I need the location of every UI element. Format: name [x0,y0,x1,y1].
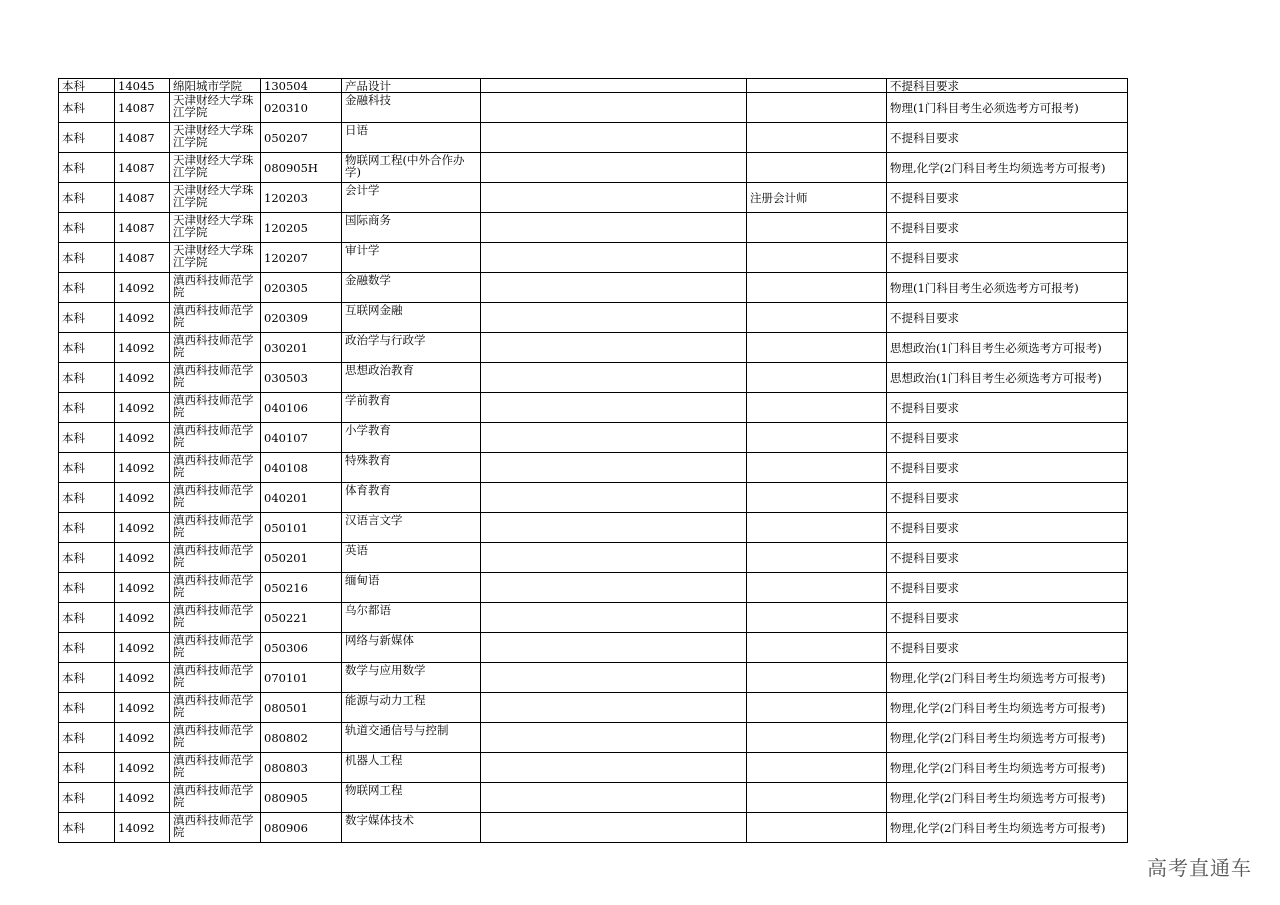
cell-school-code: 14092 [115,573,170,603]
cell-school-name: 滇西科技师范学院 [170,813,261,843]
cell-note [481,663,747,693]
table-row [59,363,1128,393]
cell-certificate [747,633,887,663]
cell-level: 本科 [59,153,115,183]
cell-school-code: 14087 [115,213,170,243]
cell-major-code: 080802 [261,723,342,753]
cell-certificate [747,363,887,393]
cell-certificate [747,513,887,543]
cell-major-code: 050306 [261,633,342,663]
cell-subject-requirement: 物理(1门科目考生必须选考方可报考) [887,93,1128,123]
cell-major-code: 050216 [261,573,342,603]
cell-note [481,123,747,153]
table-row [59,753,1128,783]
cell-major-code: 080906 [261,813,342,843]
cell-major-code: 080803 [261,753,342,783]
cell-major-code: 120207 [261,243,342,273]
cell-major-code: 020305 [261,273,342,303]
cell-school-code: 14092 [115,783,170,813]
cell-school-name: 滇西科技师范学院 [170,453,261,483]
cell-major-name: 物联网工程 [342,783,481,813]
cell-major-name: 金融数学 [342,273,481,303]
cell-level: 本科 [59,273,115,303]
cell-subject-requirement: 不提科目要求 [887,513,1128,543]
cell-major-code: 070101 [261,663,342,693]
cell-level: 本科 [59,573,115,603]
cell-certificate [747,273,887,303]
table-row [59,633,1128,663]
cell-level: 本科 [59,123,115,153]
cell-subject-requirement: 物理(1门科目考生必须选考方可报考) [887,273,1128,303]
cell-major-code: 040201 [261,483,342,513]
cell-level: 本科 [59,453,115,483]
cell-school-code: 14092 [115,753,170,783]
cell-major-code: 080905H [261,153,342,183]
cell-major-name: 机器人工程 [342,753,481,783]
cell-level: 本科 [59,183,115,213]
cell-school-code: 14092 [115,303,170,333]
cell-certificate [747,393,887,423]
cell-school-name: 天津财经大学珠江学院 [170,243,261,273]
cell-note [481,333,747,363]
cell-school-code: 14092 [115,423,170,453]
cell-certificate [747,79,887,93]
cell-certificate [747,153,887,183]
cell-school-code: 14092 [115,273,170,303]
cell-major-code: 040108 [261,453,342,483]
cell-subject-requirement: 不提科目要求 [887,79,1128,93]
cell-note [481,303,747,333]
cell-major-name: 数学与应用数学 [342,663,481,693]
cell-school-name: 天津财经大学珠江学院 [170,93,261,123]
cell-level: 本科 [59,213,115,243]
cell-major-name: 思想政治教育 [342,363,481,393]
cell-subject-requirement: 物理,化学(2门科目考生均须选考方可报考) [887,153,1128,183]
cell-major-name: 缅甸语 [342,573,481,603]
table-row [59,513,1128,543]
cell-school-name: 滇西科技师范学院 [170,393,261,423]
table-row [59,423,1128,453]
cell-school-code: 14087 [115,123,170,153]
cell-note [481,453,747,483]
cell-school-code: 14092 [115,393,170,423]
cell-subject-requirement: 物理,化学(2门科目考生均须选考方可报考) [887,693,1128,723]
cell-school-name: 滇西科技师范学院 [170,513,261,543]
table-row [59,303,1128,333]
cell-certificate [747,303,887,333]
cell-major-name: 体育教育 [342,483,481,513]
cell-note [481,79,747,93]
cell-major-code: 050201 [261,543,342,573]
cell-major-name: 学前教育 [342,393,481,423]
cell-school-code: 14092 [115,543,170,573]
cell-school-name: 滇西科技师范学院 [170,753,261,783]
cell-note [481,813,747,843]
table-row [59,93,1128,123]
cell-note [481,693,747,723]
cell-school-code: 14092 [115,723,170,753]
cell-subject-requirement: 思想政治(1门科目考生必须选考方可报考) [887,363,1128,393]
cell-major-name: 互联网金融 [342,303,481,333]
cell-subject-requirement: 思想政治(1门科目考生必须选考方可报考) [887,333,1128,363]
cell-subject-requirement: 物理,化学(2门科目考生均须选考方可报考) [887,783,1128,813]
cell-school-name: 天津财经大学珠江学院 [170,153,261,183]
cell-major-name: 政治学与行政学 [342,333,481,363]
cell-level: 本科 [59,753,115,783]
cell-school-name: 滇西科技师范学院 [170,663,261,693]
cell-major-code: 020309 [261,303,342,333]
table-row [59,543,1128,573]
cell-school-name: 滇西科技师范学院 [170,423,261,453]
cell-subject-requirement: 不提科目要求 [887,543,1128,573]
cell-major-name: 特殊教育 [342,453,481,483]
cell-major-name: 会计学 [342,183,481,213]
cell-school-name: 滇西科技师范学院 [170,573,261,603]
cell-school-name: 绵阳城市学院 [170,79,261,93]
cell-level: 本科 [59,693,115,723]
table-row [59,453,1128,483]
cell-note [481,543,747,573]
cell-level: 本科 [59,243,115,273]
cell-subject-requirement: 不提科目要求 [887,633,1128,663]
table-row [59,783,1128,813]
table-row [59,573,1128,603]
table-row [59,663,1128,693]
cell-certificate [747,423,887,453]
cell-certificate [747,483,887,513]
cell-level: 本科 [59,393,115,423]
cell-school-code: 14087 [115,93,170,123]
cell-note [481,93,747,123]
cell-level: 本科 [59,93,115,123]
cell-major-name: 能源与动力工程 [342,693,481,723]
cell-school-name: 滇西科技师范学院 [170,723,261,753]
cell-subject-requirement: 不提科目要求 [887,453,1128,483]
cell-major-code: 050221 [261,603,342,633]
cell-subject-requirement: 物理,化学(2门科目考生均须选考方可报考) [887,753,1128,783]
cell-note [481,573,747,603]
cell-note [481,213,747,243]
cell-note [481,723,747,753]
cell-level: 本科 [59,663,115,693]
cell-major-code: 130504 [261,79,342,93]
cell-subject-requirement: 不提科目要求 [887,483,1128,513]
table-body [59,79,1128,843]
cell-certificate [747,453,887,483]
cell-school-code: 14045 [115,79,170,93]
cell-major-name: 日语 [342,123,481,153]
cell-certificate [747,333,887,363]
cell-school-code: 14092 [115,603,170,633]
cell-level: 本科 [59,813,115,843]
table-row [59,243,1128,273]
cell-school-name: 滇西科技师范学院 [170,783,261,813]
table-row [59,213,1128,243]
cell-certificate: 注册会计师 [747,183,887,213]
table-row [59,693,1128,723]
watermark-text: 高考直通车 [1147,856,1252,880]
cell-note [481,483,747,513]
cell-note [481,363,747,393]
cell-major-name: 物联网工程(中外合作办学) [342,153,481,183]
cell-level: 本科 [59,513,115,543]
cell-school-code: 14087 [115,243,170,273]
cell-certificate [747,723,887,753]
cell-note [481,603,747,633]
table-row [59,813,1128,843]
cell-certificate [747,573,887,603]
cell-major-name: 轨道交通信号与控制 [342,723,481,753]
cell-subject-requirement: 不提科目要求 [887,183,1128,213]
table-row [59,273,1128,303]
cell-school-name: 天津财经大学珠江学院 [170,123,261,153]
cell-level: 本科 [59,303,115,333]
table-row [59,79,1128,93]
cell-school-name: 滇西科技师范学院 [170,543,261,573]
cell-school-name: 滇西科技师范学院 [170,333,261,363]
cell-level: 本科 [59,543,115,573]
table-row [59,483,1128,513]
cell-level: 本科 [59,723,115,753]
cell-note [481,243,747,273]
cell-major-name: 数字媒体技术 [342,813,481,843]
cell-school-name: 天津财经大学珠江学院 [170,183,261,213]
table-row [59,723,1128,753]
table-row [59,153,1128,183]
cell-note [481,753,747,783]
cell-school-code: 14092 [115,513,170,543]
cell-certificate [747,753,887,783]
cell-major-code: 030503 [261,363,342,393]
cell-major-name: 小学教育 [342,423,481,453]
cell-major-code: 050101 [261,513,342,543]
cell-school-name: 滇西科技师范学院 [170,693,261,723]
cell-note [481,633,747,663]
cell-major-code: 120205 [261,213,342,243]
cell-school-name: 滇西科技师范学院 [170,303,261,333]
cell-school-code: 14092 [115,663,170,693]
cell-major-code: 080905 [261,783,342,813]
table-row [59,333,1128,363]
cell-certificate [747,693,887,723]
cell-major-code: 050207 [261,123,342,153]
cell-major-code: 120203 [261,183,342,213]
cell-note [481,423,747,453]
cell-subject-requirement: 物理,化学(2门科目考生均须选考方可报考) [887,723,1128,753]
cell-major-code: 040107 [261,423,342,453]
cell-major-name: 金融科技 [342,93,481,123]
cell-subject-requirement: 不提科目要求 [887,243,1128,273]
cell-note [481,153,747,183]
cell-subject-requirement: 不提科目要求 [887,393,1128,423]
cell-school-code: 14087 [115,183,170,213]
table-row [59,183,1128,213]
cell-school-name: 滇西科技师范学院 [170,603,261,633]
cell-major-code: 040106 [261,393,342,423]
cell-school-name: 滇西科技师范学院 [170,633,261,663]
cell-major-name: 审计学 [342,243,481,273]
cell-school-code: 14092 [115,813,170,843]
cell-note [481,273,747,303]
cell-school-name: 天津财经大学珠江学院 [170,213,261,243]
admission-requirements-table [58,78,1128,843]
table-row [59,603,1128,633]
cell-subject-requirement: 物理,化学(2门科目考生均须选考方可报考) [887,813,1128,843]
cell-school-code: 14092 [115,453,170,483]
cell-note [481,513,747,543]
cell-major-name: 产品设计 [342,79,481,93]
cell-level: 本科 [59,483,115,513]
cell-certificate [747,93,887,123]
cell-level: 本科 [59,333,115,363]
cell-major-code: 020310 [261,93,342,123]
cell-note [481,393,747,423]
cell-note [481,183,747,213]
cell-certificate [747,543,887,573]
cell-certificate [747,813,887,843]
table-row [59,123,1128,153]
cell-school-code: 14092 [115,333,170,363]
cell-certificate [747,783,887,813]
cell-school-code: 14092 [115,363,170,393]
cell-level: 本科 [59,633,115,663]
cell-subject-requirement: 不提科目要求 [887,603,1128,633]
cell-level: 本科 [59,79,115,93]
cell-school-name: 滇西科技师范学院 [170,483,261,513]
cell-major-code: 030201 [261,333,342,363]
cell-major-name: 乌尔都语 [342,603,481,633]
cell-subject-requirement: 物理,化学(2门科目考生均须选考方可报考) [887,663,1128,693]
cell-level: 本科 [59,603,115,633]
cell-certificate [747,123,887,153]
cell-certificate [747,213,887,243]
cell-subject-requirement: 不提科目要求 [887,213,1128,243]
cell-note [481,783,747,813]
cell-school-code: 14087 [115,153,170,183]
cell-school-code: 14092 [115,693,170,723]
table-row [59,393,1128,423]
cell-school-code: 14092 [115,633,170,663]
cell-school-code: 14092 [115,483,170,513]
cell-major-name: 汉语言文学 [342,513,481,543]
cell-certificate [747,243,887,273]
cell-subject-requirement: 不提科目要求 [887,303,1128,333]
cell-subject-requirement: 不提科目要求 [887,123,1128,153]
cell-certificate [747,663,887,693]
cell-level: 本科 [59,783,115,813]
cell-major-name: 网络与新媒体 [342,633,481,663]
cell-level: 本科 [59,363,115,393]
cell-major-name: 国际商务 [342,213,481,243]
cell-subject-requirement: 不提科目要求 [887,573,1128,603]
cell-certificate [747,603,887,633]
cell-major-name: 英语 [342,543,481,573]
cell-major-code: 080501 [261,693,342,723]
cell-school-name: 滇西科技师范学院 [170,273,261,303]
cell-subject-requirement: 不提科目要求 [887,423,1128,453]
cell-school-name: 滇西科技师范学院 [170,363,261,393]
cell-level: 本科 [59,423,115,453]
